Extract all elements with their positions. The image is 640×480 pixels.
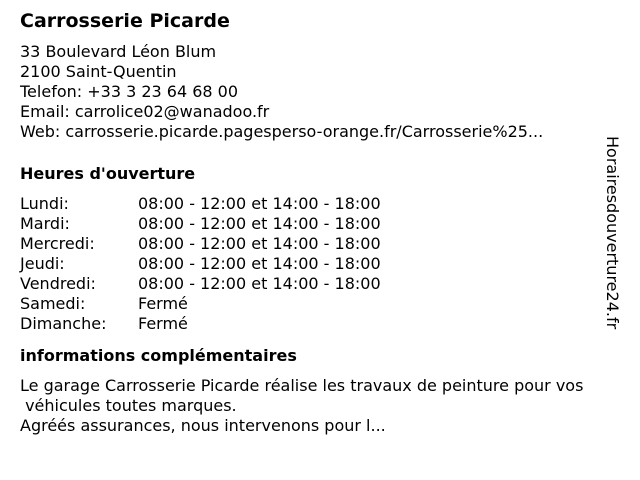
description-line-3: Agréés assurances, nous intervenons pour l... [20, 416, 386, 435]
watermark-text: Horairesdouverture24.fr [603, 136, 622, 330]
hours-day: Samedi: [20, 294, 86, 313]
hours-day: Jeudi: [20, 254, 65, 273]
hours-day: Vendredi: [20, 274, 96, 293]
hours-row-thursday [20, 254, 381, 274]
hours-day: Mercredi: [20, 234, 95, 253]
hours-day: Lundi: [20, 194, 69, 213]
hours-time: 08:00 - 12:00 et 14:00 - 18:00 [138, 194, 381, 213]
hours-table [20, 194, 381, 334]
hours-day: Mardi: [20, 214, 70, 233]
address-line-2: 2100 Saint-Quentin [20, 62, 177, 81]
business-card [20, 8, 632, 436]
description-line-1: Le garage Carrosserie Picarde réalise les travaux de peinture pour vos [20, 376, 584, 395]
hours-time: 08:00 - 12:00 et 14:00 - 18:00 [138, 274, 381, 293]
web-line: Web: carrosserie.picarde.pagesperso-orange.fr/Carrosserie%25... [20, 122, 544, 141]
hours-time: 08:00 - 12:00 et 14:00 - 18:00 [138, 214, 381, 233]
hours-row-friday [20, 274, 381, 294]
hours-title: Heures d'ouverture [20, 164, 196, 183]
hours-row-wednesday [20, 234, 381, 254]
hours-time: 08:00 - 12:00 et 14:00 - 18:00 [138, 254, 381, 273]
hours-day: Dimanche: [20, 314, 107, 333]
description [20, 376, 634, 436]
description-line-2: véhicules toutes marques. [20, 396, 237, 415]
hours-row-monday [20, 194, 381, 214]
hours-row-tuesday [20, 214, 381, 234]
info-title: informations complémentaires [20, 346, 297, 365]
email-line: Email: carrolice02@wanadoo.fr [20, 102, 270, 121]
hours-row-sunday [20, 314, 381, 334]
address-line-1: 33 Boulevard Léon Blum [20, 42, 217, 61]
hours-time: Fermé [138, 294, 188, 313]
business-name: Carrosserie Picarde [20, 10, 230, 32]
phone-line: Telefon: +33 3 23 64 68 00 [20, 82, 239, 101]
hours-time: Fermé [138, 314, 188, 333]
hours-row-saturday [20, 294, 381, 314]
hours-time: 08:00 - 12:00 et 14:00 - 18:00 [138, 234, 381, 253]
